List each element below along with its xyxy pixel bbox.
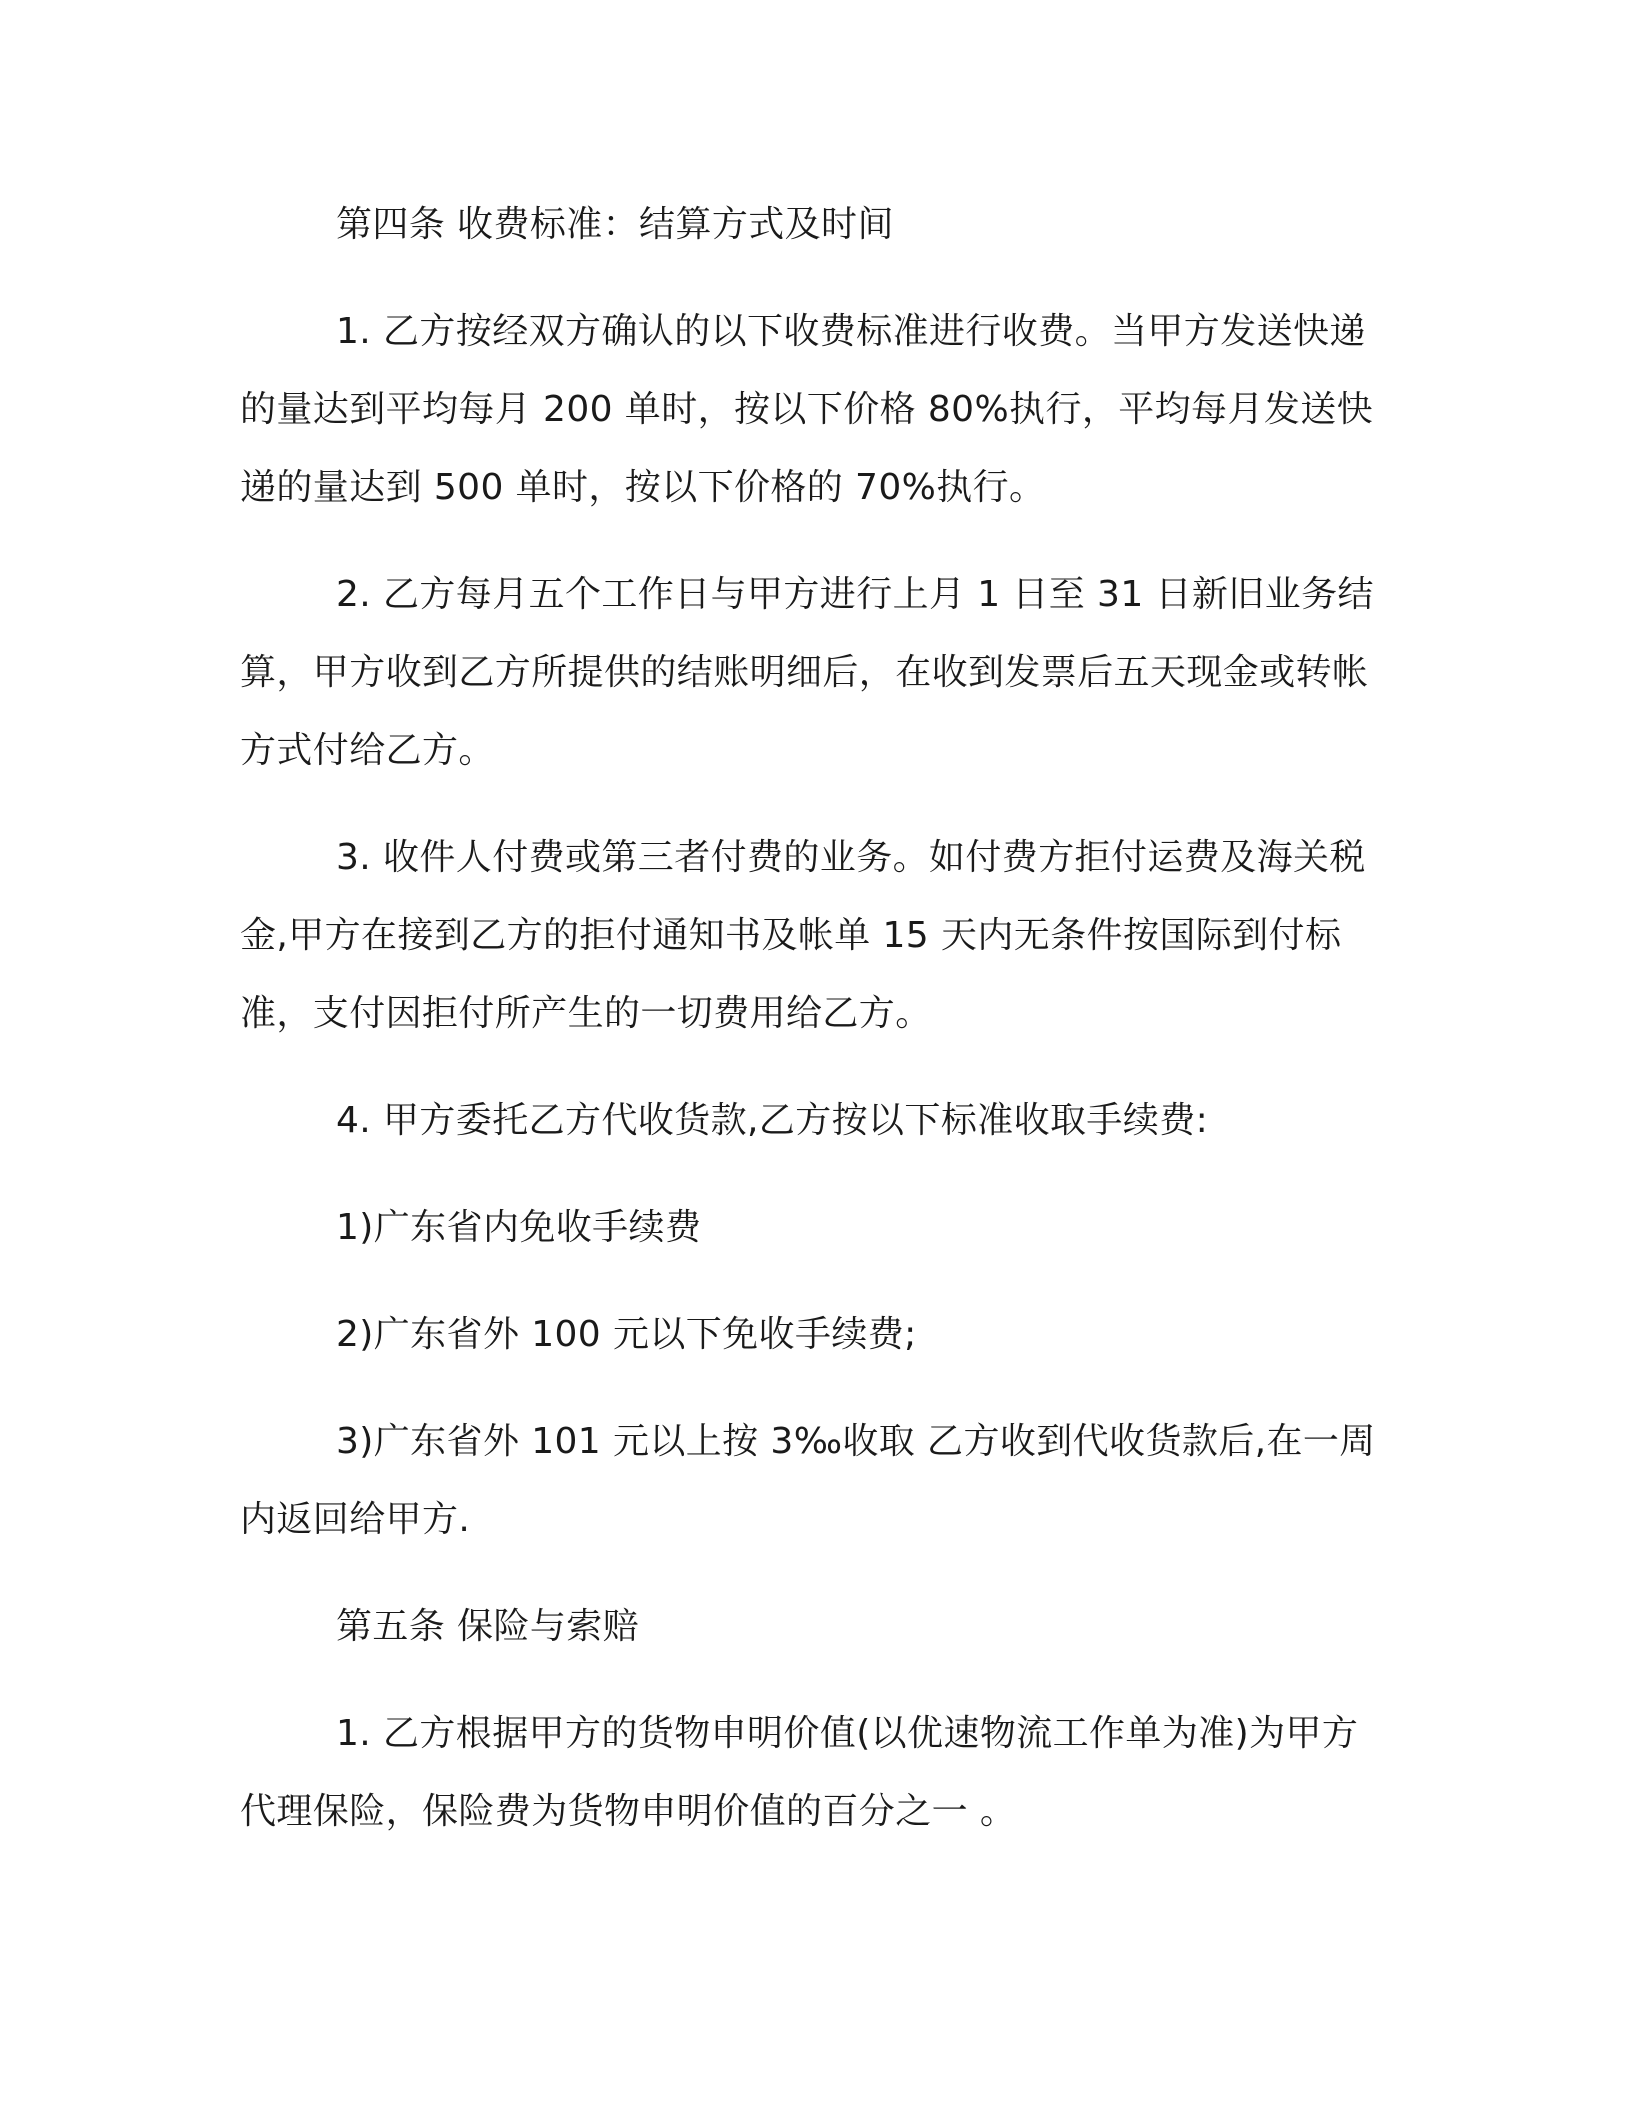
section-5-item-1: 1. 乙方根据甲方的货物申明价值(以优速物流工作单为准)为甲方代理保险，保险费为货物申明价值的百分之一 。 xyxy=(240,1713,1359,1832)
document-body xyxy=(240,186,1385,1880)
section-5-heading: 第五条 保险与索赔 xyxy=(336,1606,640,1647)
section-4-item-1: 1. 乙方按经双方确认的以下收费标准进行收费。当甲方发送快递的量达到平均每月 200 单时，按以下价格 80%执行，平均每月发送快递的量达到 500 单时，按以下价格的 70%执行。 xyxy=(240,311,1374,508)
section-4-item-2: 2. 乙方每月五个工作日与甲方进行上月 1 日至 31 日新旧业务结算，甲方收到乙方所提供的结账明细后，在收到发票后五天现金或转帐方式付给乙方。 xyxy=(240,574,1374,771)
section-4-sub-item-1: 1)广东省内免收手续费 xyxy=(336,1207,702,1248)
section-4-item-3: 3. 收件人付费或第三者付费的业务。如付费方拒付运费及海关税金,甲方在接到乙方的拒付通知书及帐单 15 天内无条件按国际到付标准，支付因拒付所产生的一切费用给乙方。 xyxy=(240,837,1366,1034)
section-4-sub-item-3: 3)广东省外 101 元以上按 3‰收取 乙方收到代收货款后,在一周内返回给甲方. xyxy=(240,1421,1376,1540)
section-4-item-4: 4. 甲方委托乙方代收货款,乙方按以下标准收取手续费: xyxy=(336,1100,1209,1141)
section-4-heading: 第四条 收费标准：结算方式及时间 xyxy=(336,204,894,245)
section-4-sub-item-2: 2)广东省外 100 元以下免收手续费; xyxy=(336,1314,917,1355)
